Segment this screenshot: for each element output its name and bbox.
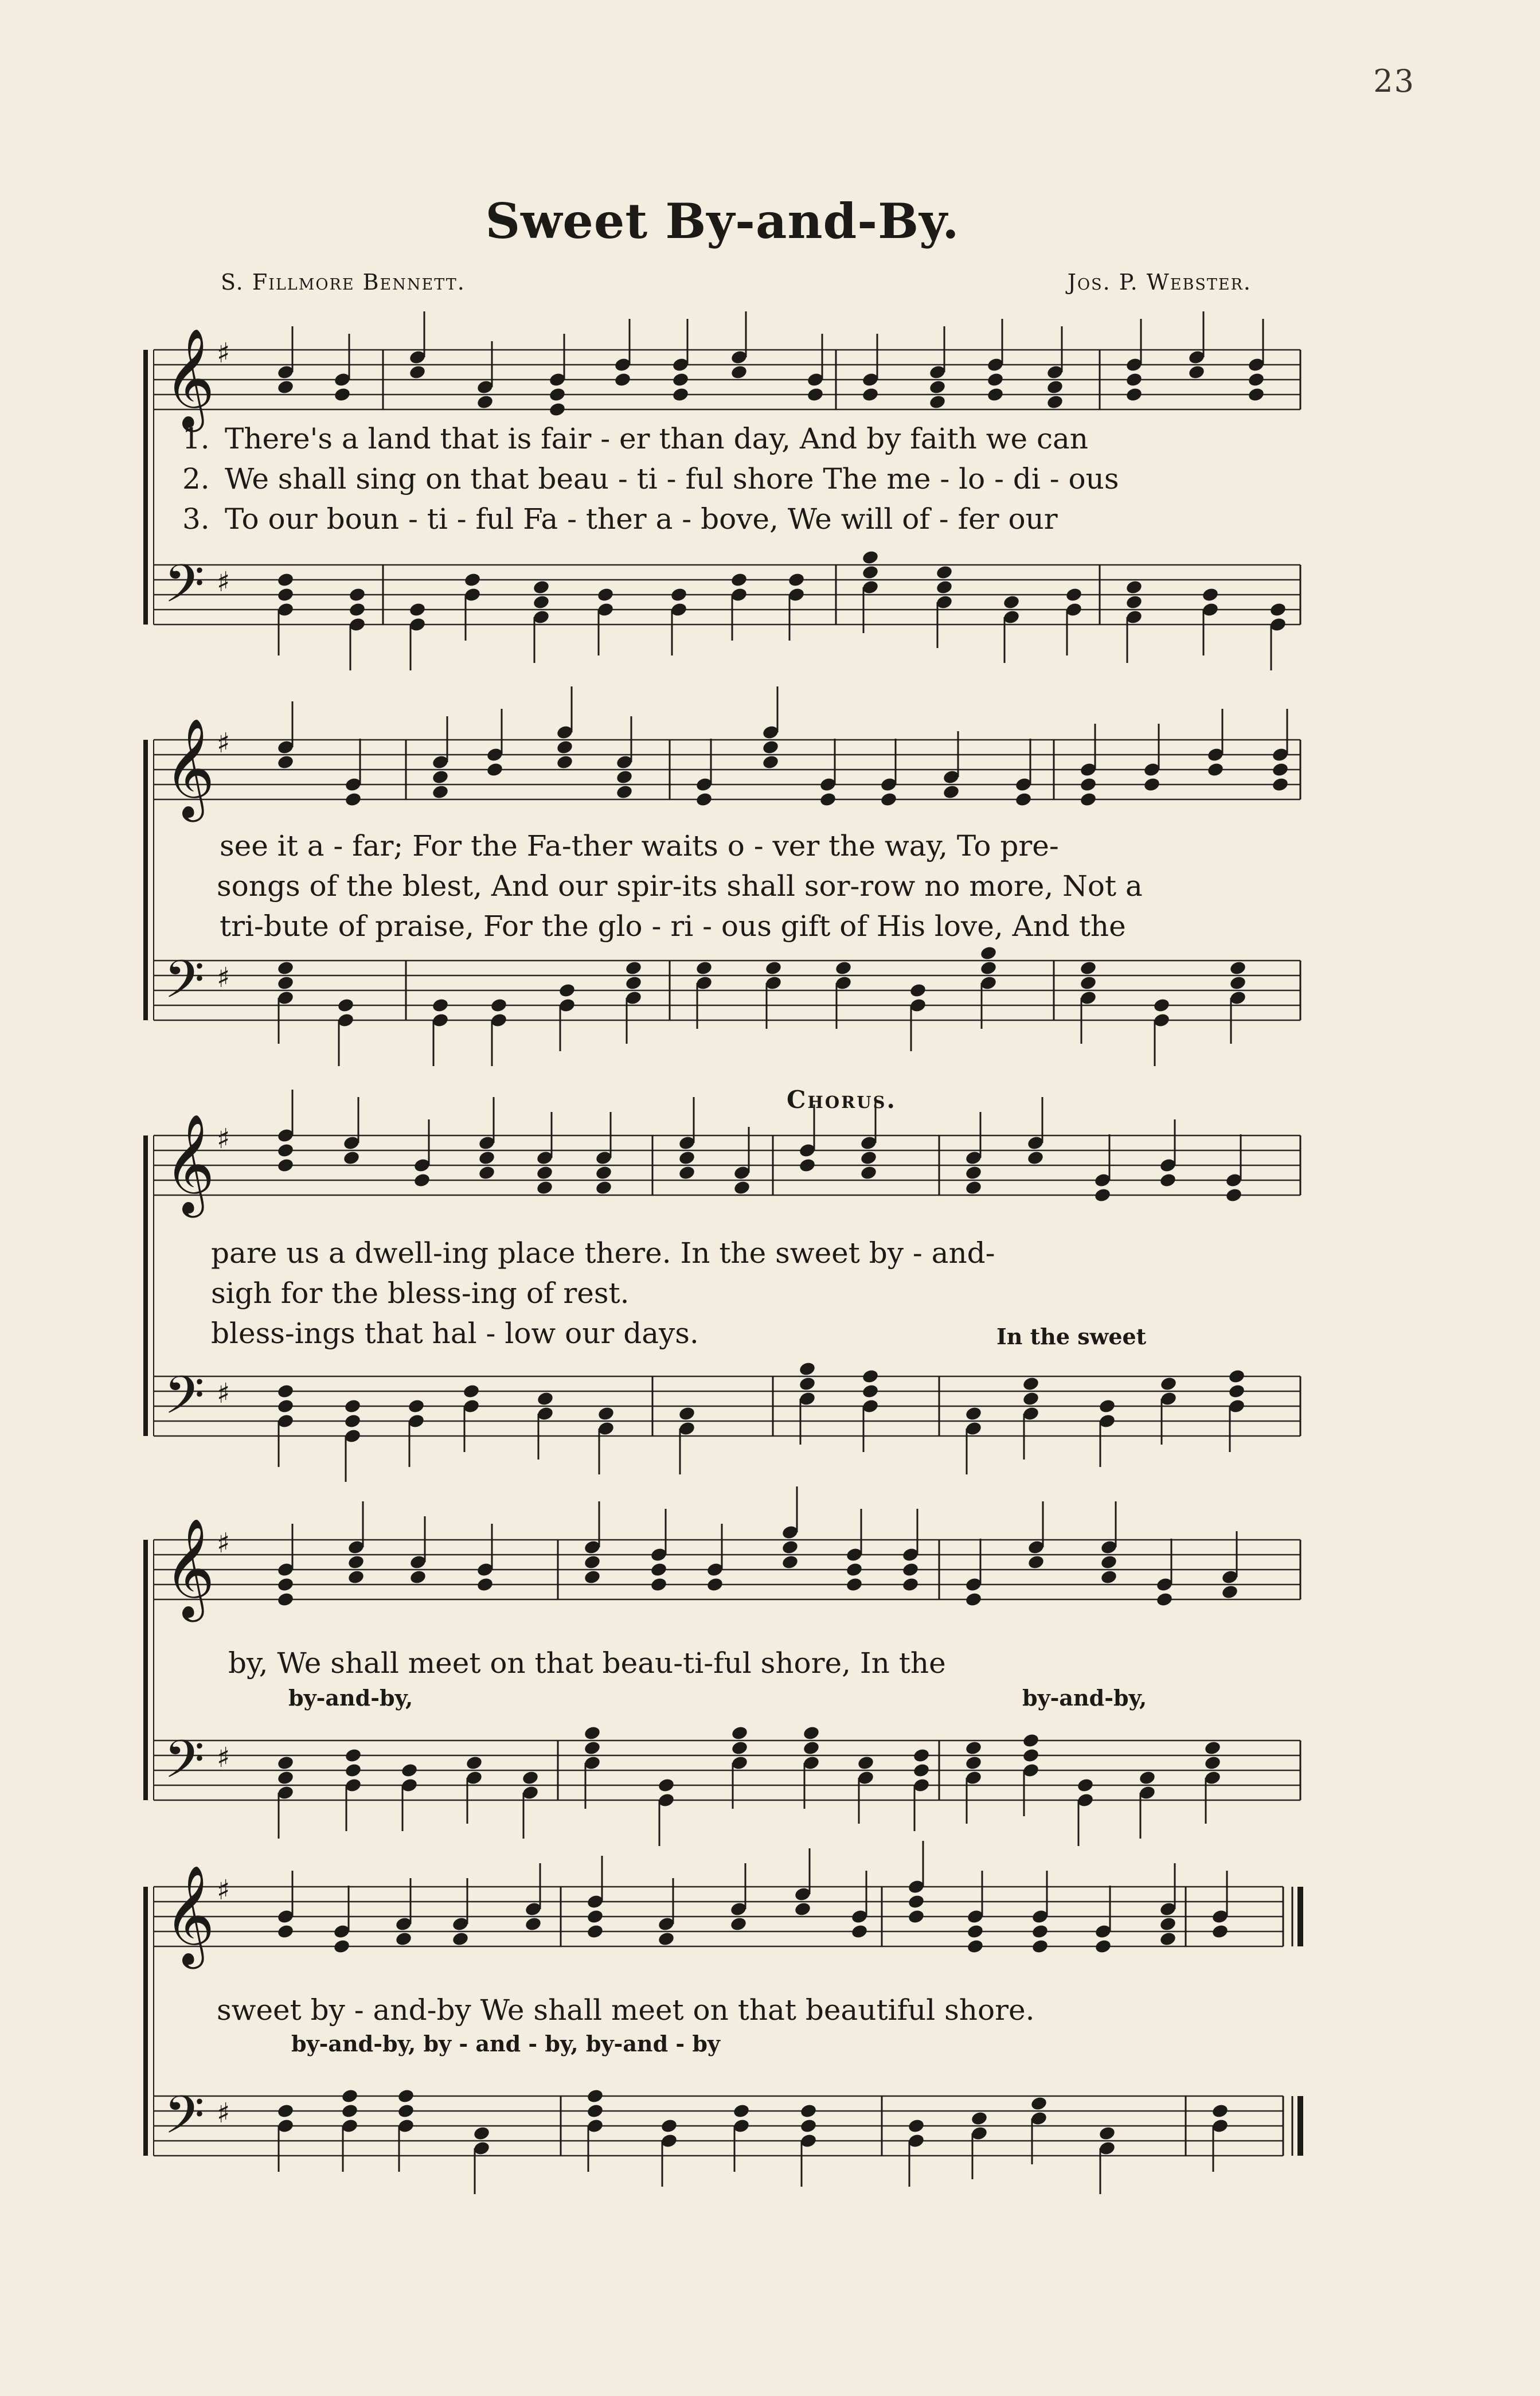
bass-clef-icon: 𝄢 [164,1729,205,1802]
music-system-3 [136,1114,1304,1497]
lyric-line: by, We shall meet on that beau-ti-ful shore, In the [228,1646,946,1680]
lyric-line-verse-3: bless-ings that hal - low our days. [211,1317,699,1350]
lyric-line-verse-2: sigh for the bless-ing of rest. [211,1277,630,1310]
bass-cue-text: by-and-by, [1022,1685,1147,1711]
treble-staff [154,686,1300,822]
verse-number: 1. [182,422,210,455]
lyricist-credit: S. Fillmore Bennett. [221,270,466,295]
treble-clef-icon: 𝄞 [164,1114,215,1213]
lyric-text: There's a land that is fair - er than day, And by faith we can [225,422,1089,455]
note-group [276,1486,1238,1607]
lyric-line-verse-2: songs of the blest, And our spir-its shall sor-row no more, Not a [217,869,1143,903]
bass-staff [154,2085,1300,2194]
note-group [276,686,1289,807]
treble-staff [154,1486,1300,1622]
treble-clef-icon: 𝄞 [164,1865,215,1965]
treble-staff [154,1090,1300,1218]
key-signature-sharp-icon: ♯ [217,2097,230,2129]
key-signature-sharp-icon: ♯ [217,962,230,994]
key-signature-sharp-icon: ♯ [217,1123,230,1155]
music-system-4 [136,1518,1304,1870]
lyric-text: To our boun - ti - ful Fa - ther a - bove, We will of - fer our [225,502,1058,536]
treble-clef-icon: 𝄞 [164,718,215,818]
lyric-text: We shall sing on that beau - ti - ful shore The me - lo - di - ous [225,462,1119,495]
verse-number: 2. [182,462,210,495]
music-system-5 [136,1865,1304,2196]
chorus-label: Chorus. [787,1086,897,1114]
bass-clef-icon: 𝄢 [164,2085,205,2158]
bass-cue-text: In the sweet [996,1324,1147,1349]
key-signature-sharp-icon: ♯ [217,566,230,598]
lyric-line-verse-3 [182,502,1058,536]
key-signature-sharp-icon: ♯ [217,727,230,759]
key-signature-sharp-icon: ♯ [217,1527,230,1559]
lyric-line: sweet by - and-by We shall meet on that beautiful shore. [217,1993,1035,2027]
note-group [276,1090,1242,1203]
bass-cue-text: by-and-by, [288,1685,413,1711]
bass-staff [154,945,1300,1066]
bass-cue-text: by-and-by, by - and - by, by-and - by [291,2031,721,2056]
lyric-line-verse-1: see it a - far; For the Fa-ther waits o - ver the way, To pre- [220,829,1059,863]
verse-number: 3. [182,502,210,536]
key-signature-sharp-icon: ♯ [217,337,230,369]
key-signature-sharp-icon: ♯ [217,1874,230,1906]
music-system-2 [136,717,1304,1072]
lyric-line-verse-1: pare us a dwell-ing place there. In the sweet by - and- [211,1236,995,1270]
key-signature-sharp-icon: ♯ [217,1377,230,1410]
treble-clef-icon: 𝄞 [164,328,215,428]
staff-notation [136,1114,1304,1497]
bass-staff [154,549,1300,670]
treble-staff [154,311,1300,432]
lyric-line-verse-3: tri-bute of praise, For the glo - ri - ous gift of His love, And the [220,910,1126,943]
composer-credit: Jos. P. Webster. [1067,270,1252,295]
bass-staff [154,1725,1300,1846]
bass-clef-icon: 𝄢 [164,553,205,627]
bass-staff [154,1361,1300,1482]
lyric-line-verse-2 [182,462,1119,495]
page-number: 23 [1373,63,1415,99]
hymn-title: Sweet By-and-By. [485,193,960,249]
music-system-1 [136,310,1304,654]
bass-clef-icon: 𝄢 [164,1365,205,1438]
treble-clef-icon: 𝄞 [164,1518,215,1618]
key-signature-sharp-icon: ♯ [217,1742,230,1774]
bass-clef-icon: 𝄢 [164,949,205,1023]
lyric-line-verse-1 [182,424,1088,453]
